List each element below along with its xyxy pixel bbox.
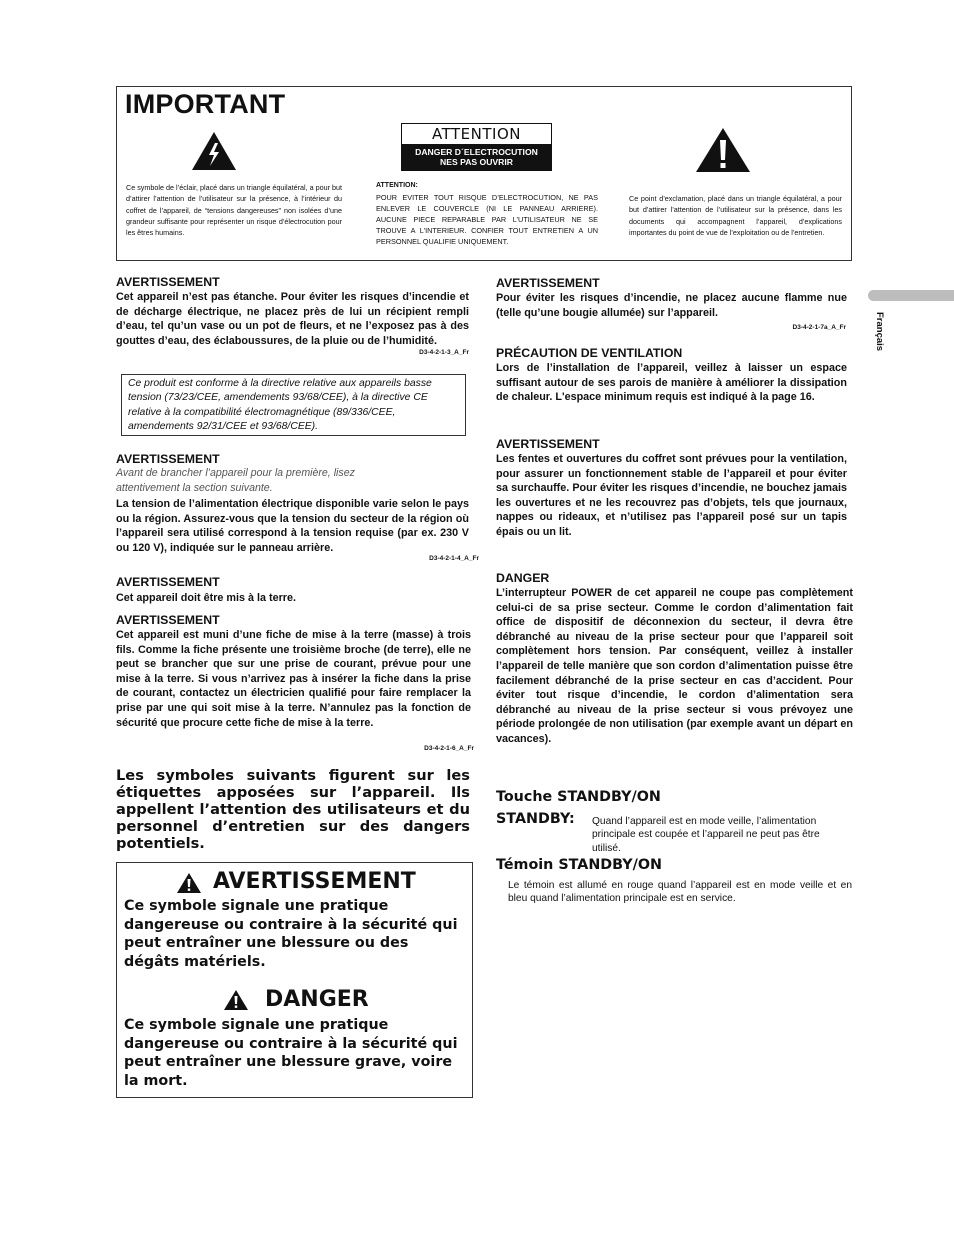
- left-warning-4-text: Cet appareil est muni d’une fiche de mise à la terre (masse) à trois fils. Comme la fiche présente une troisième broche (de terre), elle ne peut se brancher que sur une prise de courant, prévue pour une mise à la terre. Si vous n’arrivez pas à insérer la fiche dans la prise de courant, contactez un électricien qualifié pour faire remplacer la prise par une qui soit mise à la terre. N’annulez pas la fonction de sécurité que procure cette fiche de mise à la terre.: [116, 629, 471, 729]
- attention-label: ATTENTION: [432, 125, 521, 143]
- attention-label-box: [401, 123, 552, 171]
- left-warning-1-code: D3-4-2-1-3_A_Fr: [419, 349, 469, 356]
- right-warning-2-text: Les fentes et ouvertures du coffret sont prévues pour la ventilation, pour assurer un fonctionnement stable de l’appareil et pour éviter sa surchauffe. Pour éviter les risques d’incendie, ne bouchez jamais les ouvertures et ne les recouvrez pas d’objets, tels que journaux, nappes ou rideaux, et n’utilisez pas l’appareil posé sur un tapis épais ou un lit.: [496, 453, 847, 538]
- attention-band-line1: DANGER D´ELECTROCUTION: [415, 147, 538, 157]
- important-title: IMPORTANT: [125, 89, 286, 119]
- important-panel: [116, 86, 852, 261]
- standby-key-heading: Touche STANDBY/ON: [496, 789, 661, 805]
- right-warning-1-title: AVERTISSEMENT: [496, 276, 600, 290]
- left-warning-2-text: La tension de l’alimentation électrique disponible varie selon le pays ou la région. Assurez-vous que la tension du secteur de la région où l’appareil sera utilisé correspond à la tension requise (par ex. 230 V ou 120 V), indiquée sur le panneau arrière.: [116, 498, 469, 554]
- standby-indicator-text: Le témoin est allumé en rouge quand l’appareil est en mode veille et en bleu quand l’alimentation principale est en service.: [508, 880, 852, 905]
- ventilation-text: Lors de l’installation de l’appareil, veillez à laisser un espace suffisant autour de ses parois de manière à améliorer la dissipation de chaleur. L'espace minimum requis est indiqué à la page 16.: [496, 362, 847, 404]
- lightning-description: Ce symbole de l’éclair, placé dans un triangle équilatéral, a pour but d’attirer l’attention de l’utilisateur sur la présence, à l’intérieur du coffret de l’appareil, de “tensions dangereuses” non isolées d’une grandeur suffisante pour représenter un risque d’électrocution pour les êtres humains.: [126, 183, 342, 238]
- left-warning-2-code: D3-4-2-1-4_A_Fr: [429, 555, 479, 562]
- danger-triangle-icon: [223, 989, 249, 1011]
- box-warning-title: AVERTISSEMENT: [213, 869, 416, 894]
- language-tab: [866, 312, 890, 372]
- exclamation-description: Ce point d’exclamation, placé dans un triangle équilatéral, a pour but d’attirer l’attention de l’utilisateur sur la présence, dans les documents qui accompagnent l’appareil, d’explications importantes du point de vue de l’exploitation ou de l’entretien.: [629, 194, 842, 237]
- box-warning-text: Ce symbole signale une pratique dangereuse ou contraire à la sécurité qui peut entraîner une blessure ou des dégâts matériels.: [124, 898, 458, 970]
- language-tab-bar: [868, 290, 954, 301]
- warning-triangle-icon: [176, 872, 202, 894]
- symbols-intro: Les symboles suivants figurent sur les étiquettes apposées sur l’appareil. Ils appellent l’attention des utilisateurs et du personnel d’entretien sur des dangers potentiels.: [116, 767, 470, 852]
- ce-conformity-box: [121, 374, 466, 436]
- danger-title: DANGER: [496, 571, 550, 585]
- left-warning-1-text: Cet appareil n’est pas étanche. Pour éviter les risques d’incendie et de décharge électrique, ne placez près de lui un récipient rempli d’eau, tel qu’un vase ou un pot de fleurs, et ne l’exposez pas à des gouttes d’eau, des éclaboussures, de la pluie ou de l’humidité.: [116, 291, 469, 347]
- left-warning-4-title: AVERTISSEMENT: [116, 613, 220, 627]
- left-warning-3-text: Cet appareil doit être mis à la terre.: [116, 592, 297, 604]
- attention-description: POUR EVITER TOUT RISQUE D’ELECTROCUTION, NE PAS ENLEVER LE COUVERCLE (NI LE PANNEAU ARRIERE). AUCUNE PIECE REPARABLE PAR L’UTILISATEUR NE SE TROUVE A L’INTERIEUR. CONFIER TOUT ENTRETIEN A UN PERSONNEL QUALIFIE UNIQUEMENT.: [376, 193, 598, 247]
- ventilation-title: PRÉCAUTION DE VENTILATION: [496, 346, 683, 360]
- symbols-box: [116, 862, 473, 1098]
- box-danger-text: Ce symbole signale une pratique dangereuse ou contraire à la sécurité qui peut entraîner une blessure grave, voire la mort.: [124, 1017, 458, 1089]
- attention-band-line2: NES PAS OUVRIR: [440, 157, 513, 167]
- right-warning-1-code: D3-4-2-1-7a_A_Fr: [792, 324, 846, 331]
- language-label: Français: [874, 312, 885, 352]
- box-danger-title: DANGER: [265, 987, 369, 1012]
- exclamation-triangle-icon: [695, 127, 751, 173]
- lightning-triangle-icon: [191, 131, 237, 171]
- attention-heading: ATTENTION:: [376, 182, 418, 189]
- attention-band: [402, 144, 551, 170]
- standby-label: STANDBY:: [496, 811, 575, 827]
- standby-text: Quand l’appareil est en mode veille, l’alimentation principale est coupée et l’appareil ne peut pas être utilisé.: [592, 816, 820, 854]
- left-warning-2-intro: Avant de brancher l’appareil pour la première, lisez attentivement la section suivante.: [116, 467, 355, 494]
- right-warning-1-text: Pour éviter les risques d’incendie, ne placez aucune flamme nue (telle qu’une bougie allumée) sur l’appareil.: [496, 292, 847, 319]
- standby-indicator-heading: Témoin STANDBY/ON: [496, 857, 662, 873]
- left-warning-4-code: D3-4-2-1-6_A_Fr: [424, 745, 474, 752]
- left-warning-1-title: AVERTISSEMENT: [116, 275, 220, 289]
- ce-conformity-text: Ce produit est conforme à la directive relative aux appareils basse tension (73/23/CEE, amendements 93/68/CEE), à la directive CE relative à la compatibilité électromagnétique (89/336/CEE, amendements 92/31/CEE et 93/68/CEE).: [128, 378, 432, 432]
- danger-text: L’interrupteur POWER de cet appareil ne coupe pas complètement celui-ci de sa prise secteur. Comme le cordon d’alimentation fait office de dispositif de déconnexion du secteur, il devra être débranché au niveau de la prise secteur pour que l’appareil soit complètement hors tension. Par conséquent, veillez à installer l’appareil de telle manière que son cordon d’alimentation puisse être facilement débranché de la prise secteur en cas d’accident. Pour éviter tout risque d’incendie, le cordon d’alimentation sera débranché au niveau de la prise secteur si vous prévoyez une période prolongée de non utilisation (par exemple avant un départ en vacances).: [496, 587, 853, 745]
- left-warning-3-title: AVERTISSEMENT: [116, 575, 220, 589]
- left-warning-2-title: AVERTISSEMENT: [116, 452, 220, 466]
- right-warning-2-title: AVERTISSEMENT: [496, 437, 600, 451]
